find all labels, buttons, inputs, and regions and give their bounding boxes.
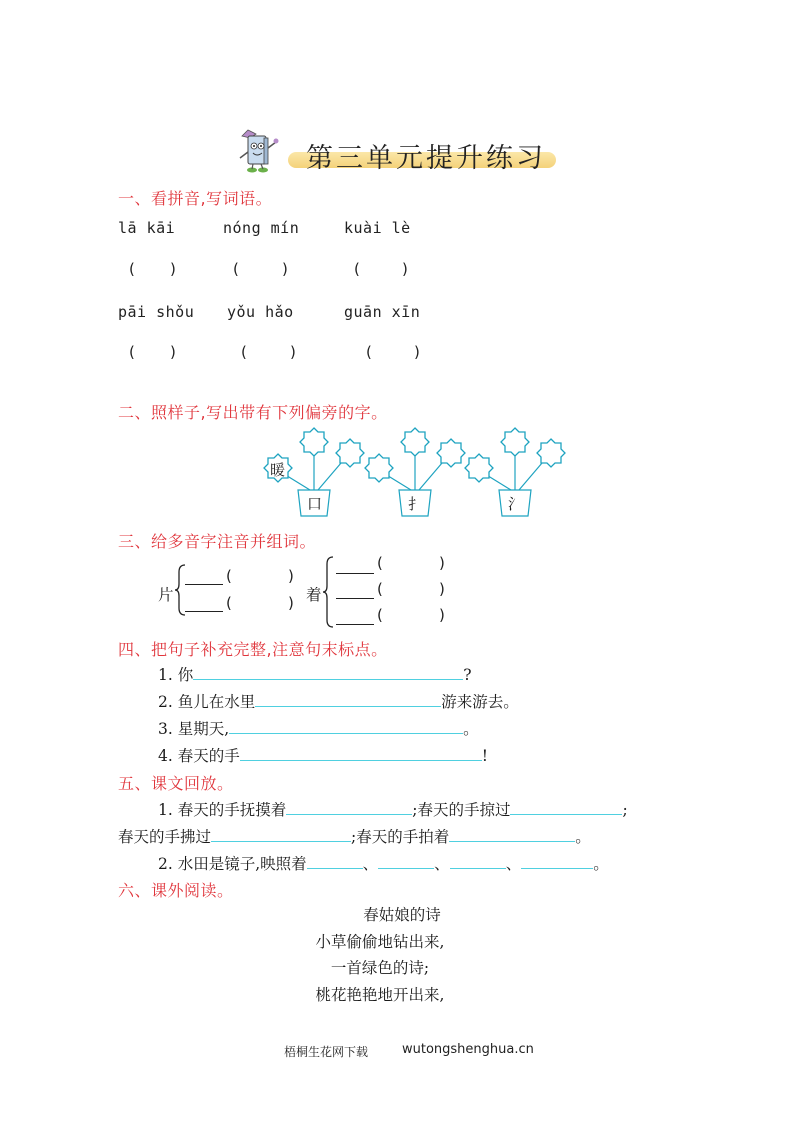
answer-paren-open: (	[129, 343, 135, 361]
pinyin-paren-close: )	[439, 580, 445, 598]
sentence-blank[interactable]	[255, 692, 441, 707]
recall-text: ;	[622, 801, 628, 819]
sentence-prefix: 3. 星期天,	[158, 720, 230, 738]
sentence-item-4	[158, 744, 488, 766]
pinyin-paren-close: )	[439, 606, 445, 624]
pinyin-paren-open: (	[226, 567, 232, 585]
flower-blank[interactable]	[336, 440, 368, 470]
sentence-blank[interactable]	[229, 719, 463, 734]
separator: 、	[362, 855, 379, 873]
recall-blank[interactable]	[510, 800, 622, 815]
flower-blank[interactable]	[365, 456, 397, 486]
pinyin-3: kuài lè	[344, 219, 411, 237]
pinyin-paren-close: )	[288, 567, 294, 585]
sentence-item-1	[158, 663, 472, 685]
separator: 。	[593, 855, 609, 873]
answer-paren-open: (	[366, 343, 372, 361]
footer-site-name: 梧桐生花网下载	[284, 1045, 369, 1059]
answer-paren-close: )	[170, 260, 176, 278]
section-6-heading: 六、课外阅读。	[118, 881, 234, 900]
section-4-heading: 四、把句子补充完整,注意句末标点。	[118, 640, 388, 659]
recall-text: 。	[575, 828, 591, 846]
section-5-heading: 五、课文回放。	[118, 774, 234, 793]
answer-paren-close: )	[414, 343, 420, 361]
answer-box-6[interactable]	[375, 341, 413, 361]
answer-paren-close: )	[282, 260, 288, 278]
recall-text: 2. 水田是镜子,映照着	[158, 855, 307, 873]
answer-paren-open: (	[241, 343, 247, 361]
recall-blank[interactable]	[211, 827, 351, 842]
poem-line: 小草偷偷地钻出来,	[315, 933, 445, 951]
pinyin-paren-open: (	[226, 594, 232, 612]
poem-title: 春姑娘的诗	[363, 906, 441, 924]
recall-blank[interactable]	[378, 854, 434, 869]
brace-icon	[323, 556, 335, 632]
sentence-suffix: ?	[463, 666, 472, 684]
pinyin-paren-close: )	[439, 554, 445, 572]
separator: 、	[434, 855, 450, 873]
word-blank[interactable]	[336, 573, 374, 574]
pinyin-1: lā kāi	[118, 219, 176, 237]
recall-blank[interactable]	[521, 854, 593, 869]
pinyin-paren-open: (	[377, 580, 383, 598]
recall-blank[interactable]	[450, 854, 506, 869]
recall-text: ;春天的手掠过	[412, 801, 511, 819]
answer-paren-close: )	[170, 343, 176, 361]
recall-blank[interactable]	[307, 854, 363, 869]
sentence-blank[interactable]	[193, 665, 463, 680]
recall-text: 春天的手拂过	[118, 828, 212, 846]
footer-url[interactable]: wutongshenghua.cn	[402, 1042, 534, 1057]
sentence-item-2	[158, 690, 519, 712]
answer-box-3[interactable]	[363, 258, 401, 278]
answer-box-4[interactable]	[138, 341, 168, 361]
section-3-heading: 三、给多音字注音并组词。	[118, 532, 317, 551]
poem-line: 一首绿色的诗;	[330, 959, 430, 977]
book-mascot-icon	[236, 126, 282, 176]
sentence-prefix: 4. 春天的手	[158, 747, 240, 765]
answer-paren-open: (	[233, 260, 239, 278]
title-banner	[288, 136, 556, 172]
flower-blank[interactable]	[364, 428, 396, 458]
pinyin-4: pāi shǒu	[118, 303, 195, 321]
answer-box-1[interactable]	[138, 258, 168, 278]
pinyin-2: nóng mín	[223, 219, 300, 237]
sentence-suffix: !	[481, 747, 488, 765]
pinyin-paren-open: (	[377, 554, 383, 572]
answer-paren-close: )	[402, 260, 408, 278]
sentence-blank[interactable]	[240, 746, 482, 761]
word-blank[interactable]	[185, 584, 223, 585]
recall-line-1	[158, 798, 628, 820]
recall-text: ;春天的手拍着	[351, 828, 450, 846]
section-1-heading: 一、看拼音,写词语。	[118, 189, 273, 208]
word-blank[interactable]	[336, 624, 374, 625]
section-2-heading: 二、照样子,写出带有下列偏旁的字。	[118, 403, 388, 422]
polyphonic-char-pian: 片	[158, 586, 174, 604]
recall-blank[interactable]	[449, 827, 575, 842]
pinyin-6: guān xīn	[344, 303, 421, 321]
sentence-suffix: 。	[463, 720, 479, 738]
radical-hand: 扌	[408, 495, 424, 513]
polyphonic-char-zhe: 着	[306, 586, 322, 604]
pinyin-paren-open: (	[377, 606, 383, 624]
poem-line: 桃花艳艳地开出来,	[315, 986, 445, 1004]
pinyin-5: yǒu hǎo	[227, 303, 294, 321]
example-character: 暖	[270, 461, 286, 479]
recall-line-2	[118, 825, 591, 847]
word-blank[interactable]	[185, 611, 223, 612]
answer-paren-open: (	[129, 260, 135, 278]
separator: 、	[505, 855, 522, 873]
recall-line-3	[158, 852, 609, 874]
answer-paren-close: )	[290, 343, 296, 361]
recall-blank[interactable]	[286, 800, 412, 815]
pinyin-paren-close: )	[288, 594, 294, 612]
recall-text: 1. 春天的手抚摸着	[158, 801, 287, 819]
sentence-prefix: 2. 鱼儿在水里	[158, 693, 256, 711]
answer-box-5[interactable]	[250, 341, 288, 361]
answer-box-2[interactable]	[242, 258, 280, 278]
sentence-item-3	[158, 717, 479, 739]
radical-water: 氵	[508, 495, 524, 513]
word-blank[interactable]	[336, 598, 374, 599]
answer-paren-open: (	[354, 260, 360, 278]
sentence-suffix: 游来游去。	[441, 693, 519, 711]
radical-mouth: 口	[307, 495, 323, 513]
page-title: 第三单元提升练习	[306, 143, 546, 174]
sentence-prefix: 1. 你	[158, 666, 194, 684]
